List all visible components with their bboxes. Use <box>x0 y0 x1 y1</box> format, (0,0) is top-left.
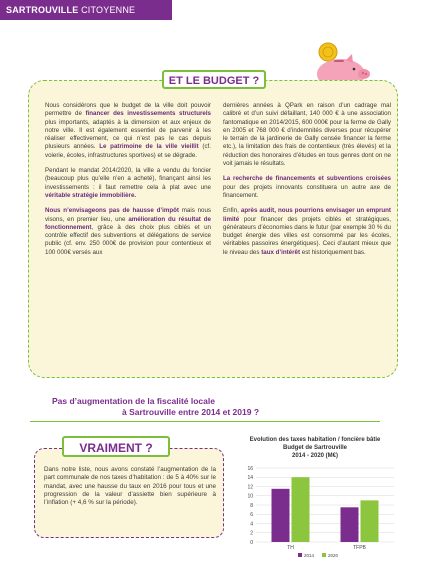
body-text: Nous considérons que le budget de la ville doit pouvoir permettre de <box>45 102 211 118</box>
bar-tfpb-2014 <box>341 507 359 542</box>
budget-badge: ET LE BUDGET ? <box>162 70 266 89</box>
paragraph <box>45 167 211 200</box>
body-text: dernières années à QPark en raison d’un cadrage mal calibré et d’un suivi défaillant, 140 000 € à une association fantomatique en 2014/2015, 600 000€ pour la ferme de Gally en 2005 et 768 000 € d’indemnités diverses pour récupérer le terrain de la jardinerie de Gally censée financer la ferme etc.), la limitation des frais de contentieux (très élevés) et la réduction des honoraires d’études en tous genres dont on ne voit jamais le résultats. <box>223 102 391 168</box>
y-tick-label: 10 <box>247 493 253 500</box>
y-tick-label: 2 <box>250 530 253 537</box>
paragraph <box>223 102 391 168</box>
budget-column-right <box>223 102 391 264</box>
legend-label: 2020 <box>328 552 339 558</box>
legend-swatch-2020 <box>322 553 326 557</box>
tax-bar-chart <box>236 460 402 560</box>
highlight-text: Le patrimoine de la ville vieillit <box>99 143 199 151</box>
body-text: pour financer des projets ciblés et stratégiques, générateurs d’économies dans le futur (par exemple 30 % du budget énergie des villes est consommé par les écoles, véritables passoires énergétiques). Ceci d’autant mieux que le niveau des <box>223 215 391 256</box>
highlight-text: Nous n’envisageons pas de hausse d’impôt <box>45 207 179 215</box>
x-tick-label: TFPB <box>353 545 366 551</box>
paragraph <box>45 102 211 160</box>
body-text: pour des projets innovants constituera un autre axe de financement. <box>223 183 391 199</box>
banner-line-1: Pas d’augmentation de la fiscalité locale <box>52 396 215 406</box>
chart-subtitle: Budget de Sartrouville <box>282 445 347 451</box>
paragraph <box>45 207 211 257</box>
highlight-text: amélioration du résultat de fonctionnement <box>45 215 211 231</box>
paragraph <box>223 207 391 257</box>
y-tick-label: 0 <box>250 539 253 546</box>
highlight-text: après audit, nous pourrions envisager un emprunt limité <box>223 207 391 223</box>
vraiment-text: Dans notre liste, nous avons constaté l’augmentation de la part communale de nos taxes d’habitation : de 5 à 40% sur le mandat, avec une hausse du taux en 2016 pour tous et une progression de la valeur d’assiette bien supérieure à l’inflation (+ 4,6 % sur la période). <box>44 466 216 507</box>
chart-title: Evolution des taxes habitation / foncière bâtie <box>249 437 381 443</box>
fiscal-question-banner <box>30 392 380 422</box>
x-tick-label: TH <box>287 545 294 551</box>
bar-tfpb-2020 <box>361 500 379 542</box>
body-text: plus importants, adaptés à la dimension et aux enjeux de notre ville. Il est également essentiel de parvenir à les réaliser effectivement, ce qui n’est pas le cas depuis plusieurs années. <box>45 118 211 151</box>
highlight-text: financer des investissements structurels <box>85 110 211 118</box>
highlight-text: taux d’intérêt <box>261 248 301 256</box>
y-tick-label: 8 <box>250 502 253 509</box>
body-text: , grâce à des choix plus ciblés et un contrôle effectif des subventions et délégations de service public (cf. env. 250 000€ de provision pour contentieux et 100 000€ versés aux <box>45 223 211 256</box>
legend-label: 2014 <box>304 552 315 558</box>
section-header <box>0 0 172 20</box>
body-text: (cf. voierie, écoles, infrastructures sportives) et se dégrade. <box>45 143 211 159</box>
highlight-text: véritable stratégie immobilière. <box>45 191 137 199</box>
vraiment-badge: VRAIMENT ? <box>62 436 170 457</box>
header-bold: SARTROUVILLE <box>6 5 79 15</box>
chart-subtitle-period: 2014 - 2020 (M€) <box>291 453 339 459</box>
body-text: est historiquement bas. <box>300 248 366 256</box>
y-tick-label: 14 <box>247 475 253 482</box>
bar-th-2014 <box>272 489 290 542</box>
y-tick-label: 4 <box>250 521 253 528</box>
paragraph <box>223 175 391 200</box>
body-text: mais nous visons, en premier lieu, une <box>45 207 212 223</box>
y-tick-label: 16 <box>247 465 253 472</box>
bar-th-2020 <box>292 477 310 542</box>
y-tick-label: 6 <box>250 512 253 519</box>
legend-swatch-2014 <box>298 553 302 557</box>
body-text: Pendant le mandat 2014/2020, la ville a vendu du foncier (beaucoup plus qu’elle n’en a acheté), finançant ainsi les investissements : il faut remettre cela à plat avec une <box>45 167 211 191</box>
budget-column-left <box>45 102 211 264</box>
y-tick-label: 12 <box>247 484 253 491</box>
header-light: CITOYENNE <box>81 5 136 15</box>
banner-line-2: à Sartrouville entre 2014 et 2019 ? <box>122 407 260 417</box>
body-text: Enfin, <box>223 207 241 215</box>
highlight-text: La recherche de financements et subventions croisées <box>223 175 391 183</box>
